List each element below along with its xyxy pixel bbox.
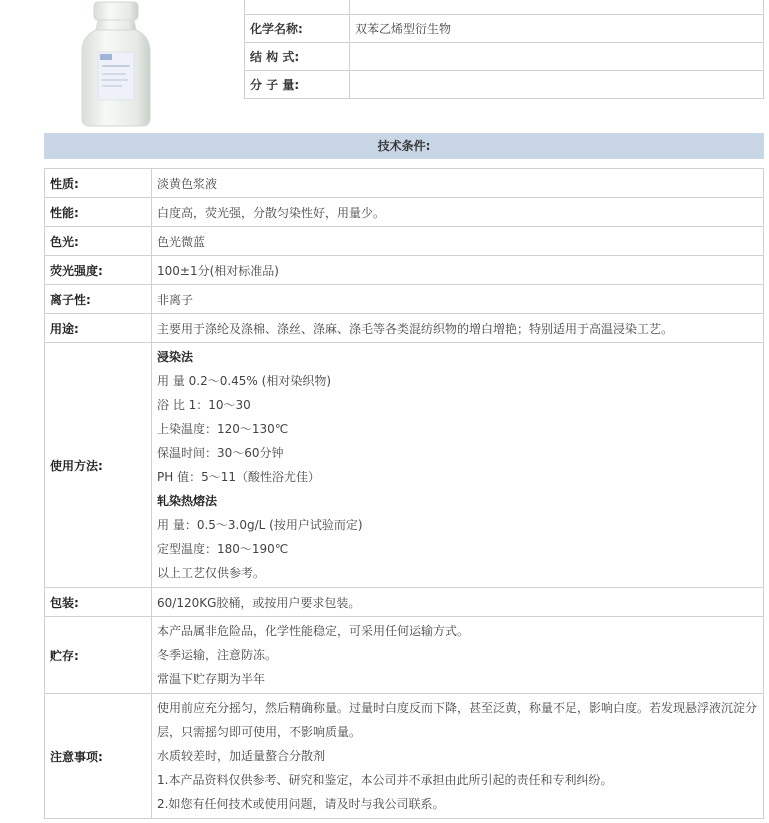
info-key-molecular-weight: 分 子 量: (245, 71, 350, 99)
method-dip-title: 浸染法 (157, 350, 194, 364)
info-key (245, 0, 350, 15)
storage-line: 本产品属非危险品，化学性能稳定，可采用任何运输方式。 (157, 624, 470, 638)
spec-key: 使用方法: (45, 343, 152, 588)
info-row (245, 0, 764, 15)
spec-key: 色光: (45, 227, 152, 256)
spec-value-storage (152, 617, 764, 694)
method-line: 以上工艺仅供参考。 (157, 566, 266, 580)
spec-value: 主要用于涤纶及涤棉、涤丝、涤麻、涤毛等各类混纺织物的增白增艳；特别适用于高温浸染工艺。 (152, 314, 764, 343)
info-value-chemical-name: 双苯乙烯型衍生物 (350, 15, 764, 43)
spec-row-nature (45, 169, 764, 198)
method-line: 用 量：0.5～3.0g/L (按用户试验而定) (157, 518, 363, 532)
info-row (245, 43, 764, 71)
spec-row-shade (45, 227, 764, 256)
spec-key: 贮存: (45, 617, 152, 694)
product-bottle-image (76, 0, 156, 128)
spec-row-fluorescence (45, 256, 764, 285)
storage-line: 常温下贮存期为半年 (157, 672, 266, 686)
spec-value: 淡黄色浆液 (152, 169, 764, 198)
section-title: 技术条件: (44, 133, 764, 159)
spec-key: 离子性: (45, 285, 152, 314)
spec-key: 用途: (45, 314, 152, 343)
spec-value: 60/120KG胶桶，或按用户要求包装。 (152, 588, 764, 617)
info-value-molecular-weight (350, 71, 764, 99)
bottle-icon (76, 0, 156, 128)
spec-key: 包装: (45, 588, 152, 617)
notes-line: 使用前应充分摇匀，然后精确称量。过量时白度反而下降，甚至泛黄，称量不足，影响白度。若发现悬浮液沉淀分层，只需摇匀即可使用，不影响质量。 (157, 701, 758, 739)
info-value (350, 0, 764, 15)
spec-table (44, 168, 764, 819)
spec-value: 色光微蓝 (152, 227, 764, 256)
spec-row-performance (45, 198, 764, 227)
product-info-table (244, 0, 764, 99)
info-value-structure (350, 43, 764, 71)
info-row (245, 71, 764, 99)
spec-row-storage (45, 617, 764, 694)
spec-row-packaging (45, 588, 764, 617)
spec-value-method (152, 343, 764, 588)
spec-row-method (45, 343, 764, 588)
spec-row-ionic (45, 285, 764, 314)
spec-key: 性能: (45, 198, 152, 227)
notes-line: 2.如您有任何技术或使用问题，请及时与我公司联系。 (157, 797, 445, 811)
notes-line: 水质较差时，加适量螯合分散剂 (157, 749, 326, 763)
method-line: PH 值：5～11（酸性浴尤佳） (157, 470, 320, 484)
spec-value: 非离子 (152, 285, 764, 314)
info-key-structure: 结 构 式: (245, 43, 350, 71)
spec-key: 荧光强度: (45, 256, 152, 285)
spec-row-usage (45, 314, 764, 343)
spec-value-notes (152, 694, 764, 819)
spec-key: 性质: (45, 169, 152, 198)
method-line: 保温时间：30～60分钟 (157, 446, 284, 460)
spec-row-notes (45, 694, 764, 819)
method-line: 浴 比 1：10～30 (157, 398, 251, 412)
notes-line: 1.本产品资料仅供参考、研究和鉴定，本公司并不承担由此所引起的责任和专利纠纷。 (157, 773, 613, 787)
spec-value: 100±1分(相对标准品) (152, 256, 764, 285)
storage-line: 冬季运输，注意防冻。 (157, 648, 278, 662)
info-row (245, 15, 764, 43)
spec-value: 白度高，荧光强，分散匀染性好，用量少。 (152, 198, 764, 227)
method-pad-title: 轧染热熔法 (157, 494, 218, 508)
method-line: 定型温度：180～190℃ (157, 542, 289, 556)
method-line: 上染温度：120～130℃ (157, 422, 289, 436)
info-key-chemical-name: 化学名称: (245, 15, 350, 43)
spec-key: 注意事项: (45, 694, 152, 819)
method-line: 用 量 0.2～0.45% (相对染织物) (157, 374, 332, 388)
